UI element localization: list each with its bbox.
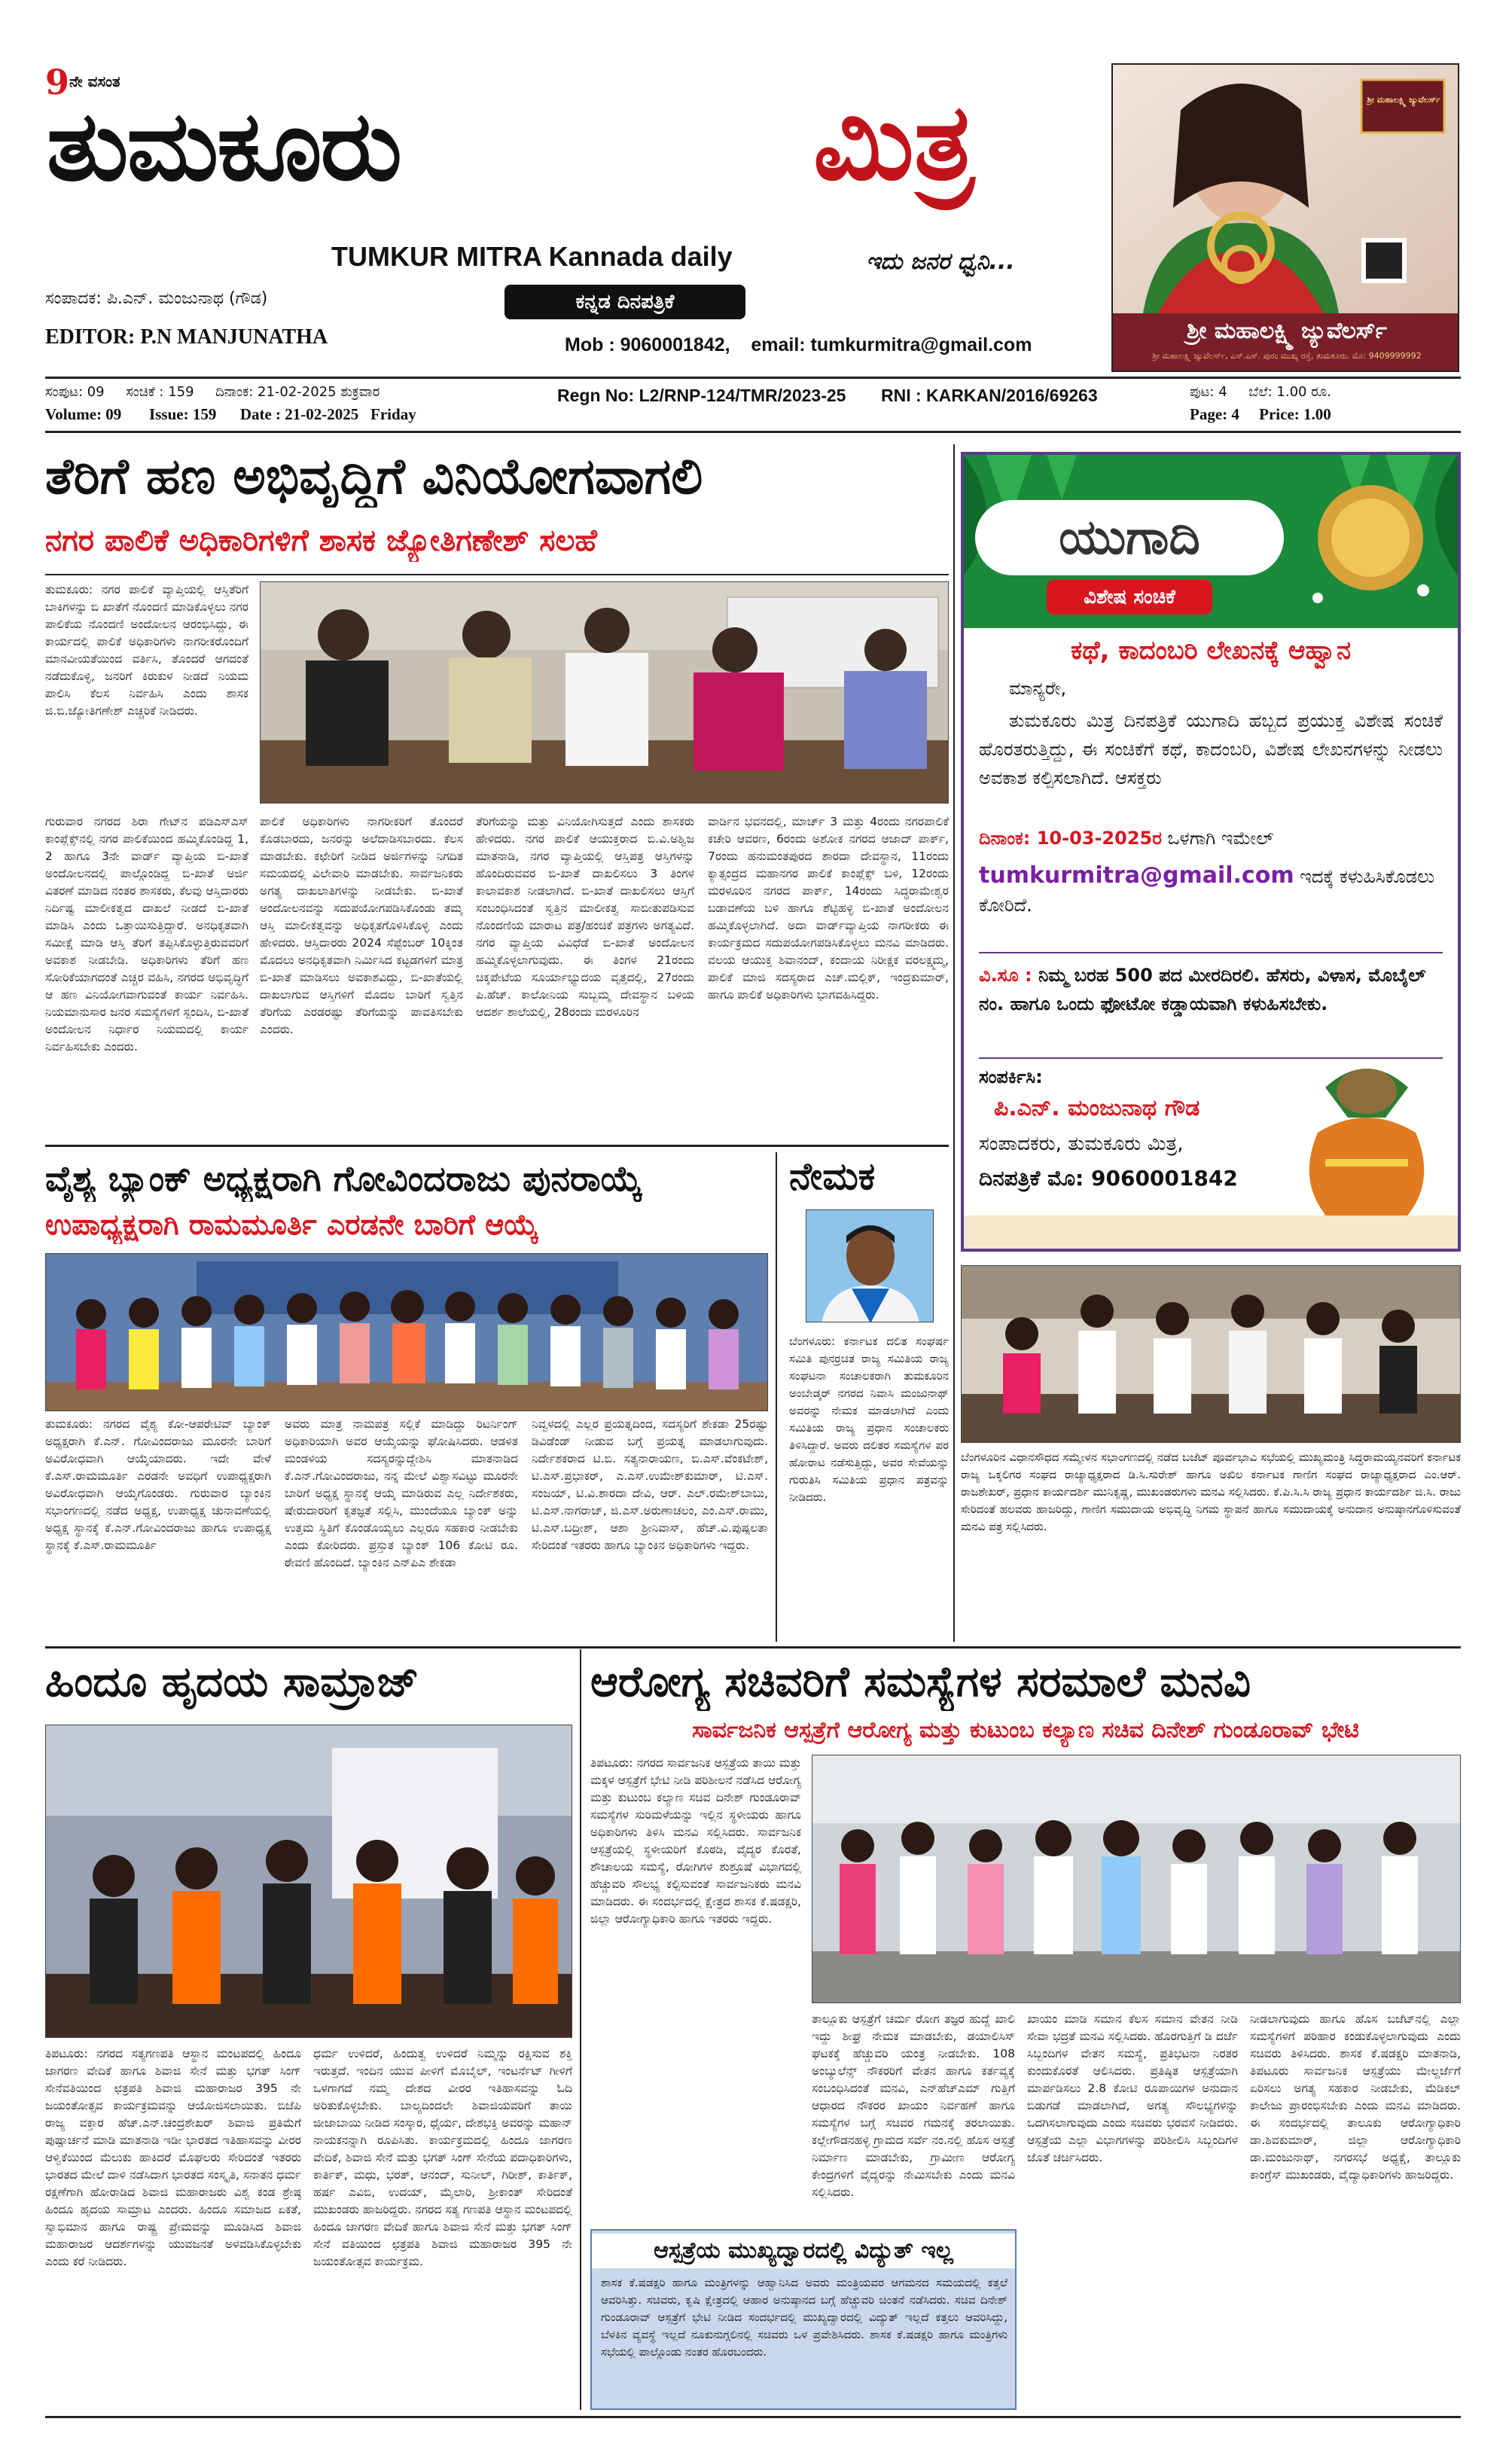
editor-kannada: ಸಂಪಾದಕ: ಪಿ.ಎನ್. ಮಂಜುನಾಥ (ಗೌಡ) <box>45 289 268 308</box>
story1-subhead: ನಗರ ಪಾಲಿಕೆ ಅಧಿಕಾರಿಗಳಿಗೆ ಶಾಸಕ ಜ್ಯೋತಿಗಣೇಶ್ ಸಲಹೆ <box>45 523 597 558</box>
ugadi-note-text: ನಿಮ್ಮ ಬರಹ 500 ಪದ ಮೀರದಿರಲಿ. ಹೆಸರು, ವಿಳಾಸ, ಮೊಬೈಲ್ ನಂ. ಹಾಗೂ ಒಂದು ಫೋಟೋ ಕಡ್ಡಾಯವಾಗಿ ಕಳುಹಿಸಬೇಕು. <box>979 965 1426 1014</box>
ugadi-deadline <box>979 824 1443 852</box>
editor-english: EDITOR: P.N MANJUNATHA <box>45 325 328 349</box>
info-bar-bottom-rule <box>45 431 1461 433</box>
story1-subhead-rule <box>45 574 949 575</box>
tagline: ಇದು ಜನರ ಧ್ವನಿ... <box>866 249 1015 275</box>
separator-nemaka-right <box>953 1258 955 1642</box>
nemaka-body: ಬೆಂಗಳೂರು: ಕರ್ನಾಟಕ ದಲಿತ ಸಂಘರ್ಷ ಸಮಿತಿ ಪುನರ್ರಚಿತ ರಾಜ್ಯ ಸಮಿತಿಯ ರಾಜ್ಯ ಸಂಘಟನಾ ಸಂಚಾಲಕರಾಗಿ ತುಮಕೂರಿನ ಅಂಬೇಡ್ಕರ್ ನಗರದ ನಿವಾಸಿ ಮಂಜುನಾಥ್ ಅವರನ್ನು ನೇಮಕ ಮಾಡಲಾಗಿದೆ ಎಂದು ಸಮಿತಿಯ ರಾಜ್ಯ ಪ್ರಧಾನ ಸಂಚಾಲಕರು ತಿಳಿಸಿದ್ದಾರೆ. ಅವರು ದಲಿತರ ಸಮಸ್ಯೆಗಳ ಪರ ಹೋರಾಟ ನಡೆಸುತ್ತಿದ್ದು, ಅವರ ಸೇವೆಯನ್ನು ಗುರುತಿಸಿ ಸಮಿತಿಯ ಪ್ರಧಾನ ಪತ್ರವನ್ನು ನೀಡಿದರು. <box>789 1334 949 1504</box>
story2-column-3: ನಿವ್ವಳದಲ್ಲಿ ಎಲ್ಲರ ಪ್ರಯತ್ನದಿಂದ, ಸದಸ್ಯರಿಗೆ ಶೇಕಡಾ 25ರಷ್ಟು ಡಿವಿಡೆಂಡ್ ನೀಡುವ ಬಗ್ಗೆ ಪ್ರಯತ್ನ ಮಾಡಲಾಗುವುದು. ನಿರ್ದೇಶಕರಾದ ಟಿ.ಬಿ. ಸತ್ಯನಾರಾಯಣ, ಬಿ.ಎಸ್.ವೆಂಕಟೇಶ್, ಟಿ.ಎಸ್.ಪ್ರಭಾಕರ್, ಎ.ಎಸ್.ಉಮೇಶ್‌ಕುಮಾರ್, ಟಿ.ಎಸ್. ಸಂಜಯ್, ಟಿ.ವಿ.ಶಾರದಾ ದೇವಿ, ಆರ್. ಎಲ್.ರಮೇಶ್‌ಬಾಬು, ಟಿ.ಎಸ್.ನಾಗರಾಜ್, ಜಿ.ಎಸ್.ಅರುಣಾಚಲಂ, ಎಂ.ಎಸ್.ರಾಮು, ಟಿ.ಎಸ್.ಬದ್ರೀಶ್, ಆಶಾ ಶ್ರೀನಿವಾಸ್, ಹೆಚ್.ವಿ.ಪುಷ್ಪಲತಾ ಸೇರಿದಂತೆ ಇತರರು ಹಾಗೂ ಬ್ಯಾಂಕಿನ ಅಧಿಕಾರಿಗಳು ಇದ್ದರು. <box>532 1417 768 1552</box>
story2-subhead: ಉಪಾಧ್ಯಕ್ಷರಾಗಿ ರಾಮಮೂರ್ತಿ ಎರಡನೇ ಬಾರಿಗೆ ಆಯ್ಕೆ <box>45 1208 539 1241</box>
middle-rule <box>45 1646 1461 1649</box>
rni-number: RNI : KARKAN/2016/69263 <box>881 386 1098 405</box>
subtitle-english: TUMKUR MITRA Kannada daily <box>331 241 733 272</box>
info-kannada-left: ಸಂಪುಟ: 09 ಸಂಚಿಕೆ : 159 ದಿನಾಂಕ: 21-02-2025 ಶುಕ್ರವಾರ <box>45 384 380 400</box>
story1-column-1: ಗುರುವಾರ ನಗರದ ಶಿರಾ ಗೇಟ್‌ನ ಪಡಿಎಸ್‌ಎಸ್ ಕಾಂಪ್ಲೆಕ್ಸ್‌ನಲ್ಲಿ ನಗರ ಪಾಲಿಕೆಯಿಂದ ಹಮ್ಮಿಕೊಂಡಿದ್ದ 1, 2 ಹಾಗೂ 3ನೇ ವಾರ್ಡ್ ವ್ಯಾಪ್ತಿಯ ಬಿ-ಖಾತೆ ಅಂದೋಲನದಲ್ಲಿ ಪಾಲ್ಗೊಂಡಿದ್ದ ಬಿ-ಖಾತೆ ಅರ್ಜಿ ವಿತರಣೆ ಮಾಡಿದ ನಂತರ ಶಾಸಕರು, ಕೆಲವು ಆಸ್ತಿದಾರರು ನಿರ್ದಿಷ್ಟ ಮಾಲೀಕತ್ವದ ದಾಖಲೆ ನೀಡದೆ ಬಿ-ಖಾತೆ ಮಾಡಿಸಿ ಎಂದು ಒತ್ತಾಯಿಸುತ್ತಿದ್ದಾರೆ. ಅನಧಿಕೃತವಾಗಿ ಸಮೀಕ್ಷೆ ಮಾಡಿ ಆಸ್ತಿ ತೆರಿಗೆ ತಪ್ಪಿಸಿಕೊಳ್ಳುತ್ತಿರುವವರಿಗೆ ಅವಕಾಶ ನೀಡಬೇಡಿ. ಅಧಿಕಾರಿಗಳು ತೆರಿಗೆ ಹಣ ಸೋರಿಕೆಯಾಗದಂತೆ ಎಚ್ಚರ ವಹಿಸಿ, ನಗರದ ಅಭಿವೃದ್ಧಿಗೆ ಆ ಹಣ ವಿನಿಯೋಗವಾಗುವಂತೆ ಕಾರ್ಯ ನಿರ್ವಹಿಸಿ. ನಿಯಮಾನುಸಾರ ಜನರ ಸಮಸ್ಯೆಗಳಿಗೆ ಸ್ಪಂದಿಸಿ, ಬಿ-ಖಾತೆ ಅಂದೋಲನ ನಿರ್ಧಾರ ನಿಯಮದಲ್ಲಿ ಕಾರ್ಯ ನಿರ್ವಹಿಸಬೇಕು ಎಂದರು. <box>45 815 248 1054</box>
ugadi-invite: ಕಥೆ, ಕಾದಂಬರಿ ಲೇಖನಕ್ಕೆ ಆಹ್ವಾನ <box>1070 636 1352 666</box>
story3-column-2: ಧರ್ಮ ಉಳಿದರೆ, ಹಿಂದುತ್ವ ಉಳಿದರೆ ನಿಮ್ಮನ್ನು ರಕ್ಷಿಸುವ ಶಕ್ತಿ ಇರುತ್ತದೆ. ಇಂದಿನ ಯುವ ಪೀಳಿಗೆ ಮೊಬೈಲ್, ಇಂಟರ್ನೆಟ್ ಗೀಳಿಗೆ ಒಳಗಾಗದೆ ನಮ್ಮ ದೇಶದ ವೀರರ ಇತಿಹಾಸವನ್ನು ಓದಿ ಅರಿತುಕೊಳ್ಳಬೇಕು. ಬಾಲ್ಯದಿಂದಲೇ ಶಿವಾಜಿಯವರಿಗೆ ತಾಯಿ ಜೀಜಾಬಾಯಿ ನೀಡಿದ ಸಂಸ್ಕಾರ, ಧೈರ್ಯ, ದೇಶಭಕ್ತಿ ಅವರನ್ನು ಮಹಾನ್ ನಾಯಕನನ್ನಾಗಿ ರೂಪಿಸಿತು. ಕಾರ್ಯಕ್ರಮದಲ್ಲಿ ಹಿಂದೂ ಜಾಗರಣ ವೇದಿಕೆ, ಶಿವಾಜಿ ಸೇನೆ ಮತ್ತು ಭಗತ್ ಸಿಂಗ್ ಸೇನೆಯ ಪದಾಧಿಕಾರಿಗಳು, ಕಾರ್ತಿಕ್, ಮಧು, ಭರತ್, ಆನಂದ್, ಸುನೀಲ್, ಗಿರೀಶ್, ಕಾರ್ತಿಕ್, ಹರ್ಷ ಎವಿಬಿ, ಉದಯ್, ಮೈಲಾರಿ, ಶ್ರೀಕಾಂತ್ ಸೇರಿದಂತೆ ಮುಖಂಡರು ಹಾಜರಿದ್ದರು. ನಗರದ ಸತ್ಯ ಗಣಪತಿ ಆಸ್ಥಾನ ಮಂಟಪದಲ್ಲಿ ಹಿಂದೂ ಜಾಗರಣ ವೇದಿಕೆ ಹಾಗೂ ಶಿವಾಜಿ ಸೇನೆ ಮತ್ತು ಭಗತ್ ಸಿಂಗ್ ಸೇನೆ ವತಿಯಿಂದ ಛತ್ರಪತಿ ಶಿವಾಜಿ ಮಹಾರಾಜರ 395 ನೇ ಜಯಂತೋತ್ಸವ ಕಾರ್ಯಕ್ರಮ. <box>313 2047 572 2268</box>
jewellery-address: ಶ್ರೀ ಮಹಾಲಕ್ಷ್ಮಿ ಜ್ಯುವೆಲರ್ಸ್, ಎಸ್.ಎಸ್. ಪುರಂ ಮುಖ್ಯ ರಸ್ತೆ, ತುಮಕೂರು. ಮೊ: 9409999992 <box>1152 351 1422 361</box>
story4-column-1: ತಿಪಟೂರು: ನಗರದ ಸಾರ್ವಜನಿಕ ಆಸ್ಪತ್ರೆಯ ತಾಯಿ ಮತ್ತು ಮಕ್ಕಳ ಆಸ್ಪತ್ರೆಗೆ ಭೇಟಿ ನೀಡಿ ಪರಿಶೀಲನೆ ನಡೆಸಿದ ಆರೋಗ್ಯ ಮತ್ತು ಕುಟುಂಬ ಕಲ್ಯಾಣ ಸಚಿವ ದಿನೇಶ್ ಗುಂಡೂರಾವ್ ಸಮಸ್ಯೆಗಳ ಸುರಿಮಳೆಯನ್ನು ಇಲ್ಲಿನ ಸ್ಥಳೀಯರು ಹಾಗೂ ಅಧಿಕಾರಿಗಳು ತಿಳಿಸಿ ಮನವಿ ಸಲ್ಲಿಸಿದರು. ಸಾರ್ವಜನಿಕ ಆಸ್ಪತ್ರೆಯಲ್ಲಿ ಸ್ಥಳೀಯರಿಗೆ ಕೊಠಡಿ, ವೈದ್ಯರ ಕೊರತೆ, ಶೌಚಾಲಯ ಸಮಸ್ಯೆ, ರೋಗಿಗಳ ಶುಶ್ರೂಷೆ ವಿಭಾಗದಲ್ಲಿ ಹೆಚ್ಚುವರಿ ಸೌಲಭ್ಯ ಕಲ್ಪಿಸುವಂತೆ ಸಾರ್ವಜನಿಕರು ಮನವಿ ಮಾಡಿದರು. ಈ ಸಂದರ್ಭದಲ್ಲಿ ಕ್ಷೇತ್ರದ ಶಾಸಕ ಕೆ.ಷಡಕ್ಷರಿ, ಜಿಲ್ಲಾ ಆರೋಗ್ಯಾಧಿಕಾರಿ ಹಾಗೂ ಇತರರು ಇದ್ದರು. <box>590 1756 801 1926</box>
ugadi-advertisement <box>961 452 1461 1252</box>
ugadi-contact-name: ಪಿ.ಎನ್. ಮಂಜುನಾಥ ಗೌಡ <box>994 1095 1200 1121</box>
ugadi-contact-label: ಸಂಪರ್ಕಿಸಿ: <box>979 1066 1043 1087</box>
story4-subhead: ಸಾರ್ವಜನಿಕ ಆಸ್ಪತ್ರೆಗೆ ಆರೋಗ್ಯ ಮತ್ತು ಕುಟುಂಬ ಕಲ್ಯಾಣ ಸಚಿವ ದಿನೇಶ್ ಗುಂಡೂರಾವ್ ಭೇಟಿ <box>692 1717 1359 1743</box>
jewellery-brand-small: ಶ್ರೀ ಮಹಾಲಕ್ಷ್ಮಿ ಜ್ಯುವೆಲರ್ಸ್ <box>1367 95 1440 105</box>
info-english-right: Page: 4 Price: 1.00 <box>1190 405 1331 423</box>
story2-headline: ವೈಶ್ಯ ಬ್ಯಾಂಕ್ ಅಧ್ಯಕ್ಷರಾಗಿ ಗೋವಿಂದರಾಜು ಪುನರಾಯ್ಕೆ <box>45 1158 643 1199</box>
ugadi-subtitle: ವಿಶೇಷ ಸಂಚಿಕೆ <box>1084 586 1175 608</box>
jewellery-advertisement <box>1111 63 1459 372</box>
ugadi-email-text: ಇದಕ್ಕೆ ಕಳುಹಿಸಿಕೊಡಲು ಕೋರಿದೆ. <box>979 866 1435 916</box>
cm-meeting-caption: ಬೆಂಗಳೂರಿನ ವಿಧಾನಸೌಧದ ಸಮ್ಮೇಳನ ಸಭಾಂಗಣದಲ್ಲಿ ನಡೆದ ಬಜೆಟ್ ಪೂರ್ವಭಾವಿ ಸಭೆಯಲ್ಲಿ ಮುಖ್ಯಮಂತ್ರಿ ಸಿದ್ಧರಾಮಯ್ಯನವರಿಗೆ ಕರ್ನಾಟಕ ರಾಜ್ಯ ಒಕ್ಕಲಿಗರ ಸಂಘದ ರಾಜ್ಯಾಧ್ಯಕ್ಷರಾದ ಡಿ.ಸಿ.ಸುರೇಶ್ ಹಾಗೂ ಅಖಿಲ ಕರ್ನಾಟಕ ಗಾಣಿಗ ಸಂಘದ ರಾಜ್ಯಾಧ್ಯಕ್ಷರಾದ ಎಂ.ಆರ್. ರಾಜಶೇಖರ್, ಪ್ರಧಾನ ಕಾರ್ಯದರ್ಶಿ ಮುನಿಕೃಷ್ಣ, ಮುಖಂಡರುಗಳು ಮನವಿ ಸಲ್ಲಿಸಿದರು. ಕೆ.ಪಿ.ಸಿ.ಸಿ ರಾಜ್ಯ ಪ್ರಧಾನ ಕಾರ್ಯದರ್ಶಿ ಜಿ.ಸಿ. ರಾಜು ಸೇರಿದಂತೆ ಹಲವರು ಹಾಜರಿದ್ದು, ಗಾಣಿಗ ಸಮುದಾಯ ಅಭಿವೃದ್ಧಿ ನಿಗಮ ಸ್ಥಾಪನೆ ಹಾಗೂ ಸಮುದಾಯಕ್ಕೆ ಅನುದಾನ ಅನುಷ್ಠಾನಗೊಳಿಸುವಂತೆ ಮನವಿ ಪತ್ರ ಸಲ್ಲಿಸಿದರು. <box>961 1450 1461 1533</box>
ugadi-deadline-text: ಒಳಗಾಗಿ ಇಮೇಲ್ <box>1161 828 1274 849</box>
power-outage-title: ಆಸ್ಪತ್ರೆಯ ಮುಖ್ಯದ್ವಾರದಲ್ಲಿ ವಿದ್ಯುತ್ ಇಲ್ಲ <box>592 2234 1015 2268</box>
ugadi-deadline-date: ದಿನಾಂಕ: 10-03-2025ರ <box>979 828 1162 849</box>
story2-photo <box>45 1253 768 1411</box>
power-outage-body: ಶಾಸಕ ಕೆ.ಷಡಕ್ಷರಿ ಹಾಗೂ ಮಂತ್ರಿಗಳನ್ನು ಆಹ್ವಾನಿಸಿದ ಅವರು ಮಂತ್ರಿಯವರ ಆಗಮನದ ಸಮಯದಲ್ಲಿ ಕತ್ತಲೆ ಆವರಿಸಿತ್ತು. ಸಚಿವರು, ಕೃಷಿ ಕ್ಷೇತ್ರದಲ್ಲಿ ಆಹಾರ ಅನುಷ್ಠಾನದ ಬಗ್ಗೆ ಹೆಚ್ಚುವರಿ ಚಿಂತನೆ ನಡೆಸಿದರು. ಸಚಿವ ದಿನೇಶ್ ಗುಂಡೂರಾವ್ ಆಸ್ಪತ್ರೆಗೆ ಭೇಟಿ ನೀಡಿದ ಸಂದರ್ಭದಲ್ಲಿ ಮುಖ್ಯದ್ವಾರದಲ್ಲಿ ವಿದ್ಯುತ್ ಇಲ್ಲದೆ ಕತ್ತಲು ಆವರಿಸಿದ್ದು, ಬೆಳಕಿನ ವ್ಯವಸ್ಥೆ ಇಲ್ಲದೆ ನೂಕುನುಗ್ಗಲಿನಲ್ಲಿ ಸಚಿವರು ಒಳ ಪ್ರವೇಶಿಸಿದರು. ಶಾಸಕ ಕೆ.ಷಡಕ್ಷರಿ ಹಾಗೂ ಮಂತ್ರಿಗಳು ಸಭೆಯಲ್ಲಿ ಪಾಲ್ಗೊಂಡು ನಂತರ ಹೊರಬಂದರು. <box>601 2276 1007 2359</box>
registration-number: Regn No: L2/RNP-124/TMR/2023-25 <box>557 386 846 405</box>
edition-number: 9 <box>45 62 70 102</box>
ugadi-contact-phone: ದಿನಪತ್ರಿಕೆ ಮೊ: 9060001842 <box>979 1166 1238 1191</box>
ugadi-email[interactable]: tumkurmitra@gmail.com <box>979 862 1294 889</box>
story2-column-1: ತುಮಕೂರು: ನಗರದ ವೈಶ್ಯ ಕೋ-ಆಪರೇಟಿವ್ ಬ್ಯಾಂಕ್ ಅಧ್ಯಕ್ಷರಾಗಿ ಕೆ.ಎನ್. ಗೋವಿಂದರಾಜು ಮೂರನೇ ಬಾರಿಗೆ ಅವಿರೋಧವಾಗಿ ಆಯ್ಕೆಯಾದರು. ಇದೇ ವೇಳೆ ಕೆ.ಎಸ್.ರಾಮಮೂರ್ತಿ ಎರಡನೇ ಅವಧಿಗೆ ಉಪಾಧ್ಯಕ್ಷರಾಗಿ ಅವಿರೋಧವಾಗಿ ಆಯ್ಕೆಗೊಂಡರು. ಗುರುವಾರ ಬ್ಯಾಂಕಿನ ಸಭಾಂಗಣದಲ್ಲಿ ನಡೆದ ಅಧ್ಯಕ್ಷ, ಉಪಾಧ್ಯಕ್ಷ ಚುನಾವಣೆಯಲ್ಲಿ ಅಧ್ಯಕ್ಷ ಸ್ಥಾನಕ್ಕೆ ಕೆ.ಎನ್.ಗೋವಿಂದರಾಜು ಹಾಗೂ ಉಪಾಧ್ಯಕ್ಷ ಸ್ಥಾನಕ್ಕೆ ಕೆ.ಎಸ್.ರಾಮಮೂರ್ತಿ <box>45 1417 271 1552</box>
power-outage-box <box>590 2229 1017 2410</box>
kannada-daily-badge: ಕನ್ನಡ ದಿನಪತ್ರಿಕೆ <box>505 285 745 319</box>
ugadi-email-line <box>979 862 1443 920</box>
separator-story1-ad <box>953 444 955 1258</box>
title-black: ತುಮಕೂರು <box>47 90 401 203</box>
story3-photo <box>45 1725 572 2038</box>
story4-headline: ಆರೋಗ್ಯ ಸಚಿವರಿಗೆ ಸಮಸ್ಯೆಗಳ ಸರಮಾಲೆ ಮನವಿ <box>590 1658 1251 1707</box>
edition-suffix: ನೇ ವಸಂತ <box>69 72 120 90</box>
nemaka-photo <box>806 1209 934 1322</box>
bottom-rule <box>45 2416 1461 2418</box>
story4-column-2: ತಾಲ್ಲೂಕು ಆಸ್ಪತ್ರೆಗೆ ಚರ್ಮ ರೋಗ ತಜ್ಞರ ಹುದ್ದೆ ಖಾಲಿ ಇದ್ದು ಶೀಘ್ರ ನೇಮಕ ಮಾಡಬೇಕು, ಡಯಾಲಿಸಿಸ್ ಘಟಕಕ್ಕೆ ಹೆಚ್ಚುವರಿ ಯಂತ್ರ ನೀಡಬೇಕು. 108 ಅಂಬ್ಯುಲೆನ್ಸ್ ನೌಕರರಿಗೆ ವೇತನ ಹಾಗೂ ಕರ್ತವ್ಯಕ್ಕೆ ಸಂಬಂಧಿಸಿದಂತೆ ಮನವಿ, ಎನ್‌ಹೆಚ್‌ಎಮ್ ಗುತ್ತಿಗೆ ಆಧಾರದ ನೌಕರರ ಖಾಯಂ ನಿರ್ವಹಣೆ ಹಾಗೂ ಸಮಸ್ಯೆಗಳ ಬಗ್ಗೆ ಸಚಿವರ ಗಮನಕ್ಕೆ ತರಲಾಯಿತು. ಕಲ್ಲೇಗೌಡನಹಳ್ಳಿ ಗ್ರಾಮದ ಸರ್ವೆ ನಂ.ನಲ್ಲಿ ಹೊಸ ಆಸ್ಪತ್ರೆ ನಿರ್ಮಾಣ ಮಾಡಬೇಕು, ಗ್ರಾಮೀಣ ಆರೋಗ್ಯ ಕೇಂದ್ರಗಳಿಗೆ ವೈದ್ಯರನ್ನು ನೇಮಿಸಬೇಕು ಎಂದು ಮನವಿ ಸಲ್ಲಿಸಿದರು. <box>812 2012 1015 2199</box>
ugadi-body: ತುಮಕೂರು ಮಿತ್ರ ದಿನಪತ್ರಿಕೆ ಯುಗಾದಿ ಹಬ್ಬದ ಪ್ರಯುಕ್ತ ವಿಶೇಷ ಸಂಚಿಕೆ ಹೊರತರುತ್ತಿದ್ದು, ಈ ಸಂಚಿಕೆಗೆ ಕಥೆ, ಕಾದಂಬರಿ, ವಿಶೇಷ ಲೇಖನಗಳನ್ನು ನೀಡಲು ಅವಕಾಶ ಕಲ್ಪಿಸಲಾಗಿದೆ. ಆಸಕ್ತರು <box>979 710 1443 788</box>
story4-column-4: ನೀಡಲಾಗುವುದು ಹಾಗೂ ಹೊಸ ಬಜೆಟ್‌ನಲ್ಲಿ ಎಲ್ಲಾ ಸಮಸ್ಯೆಗಳಿಗೆ ಪರಿಹಾರ ಕಂಡುಕೊಳ್ಳಲಾಗುವುದು ಎಂದು ಸಚಿವರು ತಿಳಿಸಿದರು. ಶಾಸಕ ಕೆ.ಷಡಕ್ಷರಿ ಮಾತನಾಡಿ, ತಿಪಟೂರು ಸಾರ್ವಜನಿಕ ಆಸ್ಪತ್ರೆಯು ಮೇಲ್ದರ್ಜೆಗೆ ಏರಿಸಲು ಅಗತ್ಯ ಸಹಕಾರ ನೀಡಬೇಕು, ಮೆಡಿಕಲ್ ಕಾಲೇಜು ಪ್ರಾರಂಭಿಸಬೇಕು ಎಂದು ಮನವಿ ಮಾಡಿದರು. ಈ ಸಂದರ್ಭದಲ್ಲಿ ತಾಲೂಕು ಆರೋಗ್ಯಾಧಿಕಾರಿ ಡಾ.ಶಿವಕುಮಾರ್, ಜಿಲ್ಲಾ ಆರೋಗ್ಯಾಧಿಕಾರಿ ಡಾ.ಮಂಜುನಾಥ್, ನಗರಸಭೆ ಅಧ್ಯಕ್ಷೆ, ತಾಲ್ಲೂಕು ಕಾಂಗ್ರೆಸ್ ಮುಖಂಡರು, ವೈದ್ಯಾಧಿಕಾರಿಗಳು ಹಾಜರಿದ್ದರು. <box>1250 2012 1461 2182</box>
story1-bottom-rule <box>45 1145 949 1147</box>
ugadi-rule-1 <box>979 952 1443 953</box>
ugadi-note-label: ವಿ.ಸೂ : <box>979 965 1032 986</box>
ugadi-footer-band <box>964 1215 1458 1249</box>
ugadi-note <box>979 961 1443 1018</box>
story1-column-4: ವಾರ್ಡಿನ ಭವನದಲ್ಲಿ, ಮಾರ್ಚ್ 3 ಮತ್ತು 4ರಂದು ನಗರಪಾಲಿಕೆ ಕಚೇರಿ ಆವರಣ, 6ರಂದು ಅಶೋಕ ನಗರದ ಆಜಾದ್ ಪಾರ್ಕ್, 7ರಂದು ಹನುಮಂತಪುರದ ಶಾರದಾ ದೇವಸ್ಥಾನ, 11ರಂದು ಕ್ಯಾತ್ಸಂದ್ರದ ಮಹಾನಗರ ಪಾಲಿಕೆ ಕಾಂಪ್ಲೆಕ್ಸ್ ಬಳಿ, 12ರಂದು ಮರಳೂರಿನ ನಗರದ ಪಾರ್ಕ್, 14ರಂದು ಸಿದ್ಧರಾಮೇಶ್ವರ ಬಡಾವಣೆಯ ಬಳಿ ಹಾಗೂ ಶೆಟ್ಟಿಹಳ್ಳಿ ಬಿ-ಖಾತೆ ಅಂದೋಲನ ಹಮ್ಮಿಕೊಳ್ಳಲಾಗಿದೆ. ಅದಾ ವಾರ್ಡ್‌ವ್ಯಾಪ್ತಿಯ ನಾಗರೀಕರು ಈ ಕಾರ್ಯಕ್ರಮದ ಸದುಪಯೋಗಪಡಿಸಿಕೊಳ್ಳಲು ಮನವಿ ಮಾಡಿದರು. ವಲಯ ಆಯುಕ್ತ ಶಿವಾನಂದ್, ಕಂದಾಯ ನಿರೀಕ್ಷಕ ವರಲಕ್ಷ್ಮಮ್ಮ, ಪಾಲಿಕೆ ಮಾಜಿ ಸದಸ್ಯರಾದ ಎಚ್.ಮಲ್ಲಿಕ್, ಇಂದ್ರಕುಮಾರ್, ಹಾಗೂ ಪಾಲಿಕೆ ಅಧಿಕಾರಿಗಳು ಭಾಗವಹಿಸಿದ್ದರು. <box>708 815 949 1002</box>
info-english-left: Volume: 09 Issue: 159 Date : 21-02-2025 Friday <box>45 405 416 423</box>
story1-lead: ತುಮಕೂರು: ನಗರ ಪಾಲಿಕೆ ವ್ಯಾಪ್ತಿಯಲ್ಲಿ ಆಸ್ತಿತೆರಿಗೆ ಬಾಕಿಗಳನ್ನು ಬಿ ಖಾತೆಗೆ ನೊಂದಣಿ ಮಾಡಿಕೊಳ್ಳಲು ನಗರ ಪಾಲಿಕೆಯ ನೊಂದಣಿ ಅಂದೋಲನ ಆರಂಭಿಸಿದ್ದು, ಈ ಕಾರ್ಯದಲ್ಲಿ ಪಾಲಿಕೆ ಅಧಿಕಾರಿಗಳು ನಾಗರೀಕರೊಂದಿಗೆ ಮಾನವೀಯತೆಯಿಂದ ವರ್ತಿಸಿ, ತೊಂದರೆ ಆಗದಂತೆ ನಡೆದುಕೊಳ್ಳಿ, ಜನರಿಗೆ ಕಿರುಕುಳ ನೀಡದೆ ನಿಯಮ ಪಾಲಿಸಿ ಕೆಲಸ ನಿರ್ವಹಿಸಿ ಎಂದು ಶಾಸಕ ಜಿ.ಬಿ.ಜ್ಯೋತಿಗಣೇಶ್ ಎಚ್ಚರಿಕೆ ನೀಡಿದರು. <box>45 583 248 718</box>
ugadi-salutation: ಮಾನ್ಯರೇ, <box>1009 678 1067 699</box>
cm-meeting-photo <box>961 1265 1461 1443</box>
separator-story3-story4 <box>580 1649 581 2410</box>
title-red: ಮಿತ್ರ <box>813 81 974 204</box>
story2-column-2: ಅವರು ಮಾತ್ರ ನಾಮಪತ್ರ ಸಲ್ಲಿಕೆ ಮಾಡಿದ್ದು ರಿಟರ್ನಿಂಗ್ ಅಧಿಕಾರಿಯಾಗಿ ಅವರ ಆಯ್ಕೆಯನ್ನು ಘೋಷಿಸಿದರು. ಆಡಳಿತ ಮಂಡಳಿಯ ಸದಸ್ಯರನ್ನುದ್ದೇಶಿಸಿ ಮಾತನಾಡಿದ ಕೆ.ಎನ್.ಗೋವಿಂದರಾಜು, ನನ್ನ ಮೇಲೆ ವಿಶ್ವಾಸವಿಟ್ಟು ಮೂರನೇ ಬಾರಿಗೆ ಅಧ್ಯಕ್ಷ ಸ್ಥಾನಕ್ಕೆ ಆಯ್ಕೆ ಮಾಡಿರುವ ಎಲ್ಲ ನಿರ್ದೇಶಕರು, ಷೇರುದಾರರಿಗೆ ಕೃತಜ್ಞತೆ ಸಲ್ಲಿಸಿ, ಮುಂದೆಯೂ ಬ್ಯಾಂಕ್ ಅನ್ನು ಉತ್ತಮ ಸ್ಥಿತಿಗೆ ಕೊಂಡೊಯ್ಯಲು ಎಲ್ಲರೂ ಸಹಕಾರ ನೀಡಬೇಕು ಎಂದು ಕೋರಿದರು. ಪ್ರಸ್ತುತ ಬ್ಯಾಂಕ್ 106 ಕೋಟಿ ರೂ. ಠೇವಣಿ ಹೊಂದಿದೆ. ಬ್ಯಾಂಕಿನ ಎನ್‌ಪಿಎ ಶೇಕಡಾ <box>285 1417 518 1569</box>
info-kannada-right: ಪುಟ: 4 ಬೆಲೆ: 1.00 ರೂ. <box>1190 384 1331 400</box>
info-bar <box>45 383 1461 428</box>
ugadi-title: ಯುಗಾದಿ <box>1059 510 1200 566</box>
story1-headline: ತೆರಿಗೆ ಹಣ ಅಭಿವೃದ್ಧಿಗೆ ವಿನಿಯೋಗವಾಗಲಿ <box>45 447 703 505</box>
nemaka-title: ನೇಮಕ <box>789 1154 876 1198</box>
story3-headline: ಹಿಂದೂ ಹೃದಯ ಸಾಮ್ರಾಜ್ <box>45 1658 419 1707</box>
story4-photo <box>812 1755 1461 2003</box>
story1-photo <box>260 581 949 804</box>
story1-column-3: ತೆರಿಗೆಯನ್ನು ಮತ್ತು ವಿನಿಯೋಗಿಸುತ್ತದೆ ಎಂದು ಶಾಸಕರು ಹೇಳಿದರು. ನಗರ ಪಾಲಿಕೆ ಆಯುಕ್ತರಾದ ಬಿ.ವಿ.ಅಶ್ವಿಜ ಮಾತನಾಡಿ, ನಗರ ವ್ಯಾಪ್ತಿಯಲ್ಲಿ ಆಸ್ತಿಪತ್ರ ಆಸ್ತಿಗಳನ್ನು ಹೊಂದಿರುವವರ ಬಿ-ಖಾತೆ ದಾಖಲಿಸಲು 3 ತಿಂಗಳ ಕಾಲಾವಕಾಶ ನೀಡಲಾಗಿದೆ. ಬಿ-ಖಾತೆ ದಾಖಲಿಸಲು ಆಸ್ತಿಗೆ ಸಂಬಂಧಿಸಿದಂತೆ ಸ್ವತ್ತಿನ ಮಾಲೀಕತ್ವ ಸಾಬೀತುಪಡಿಸುವ ನೊಂದಣಿಯ ಮಾರಾಟ ಪತ್ರ/ಹಂಚಿಕೆ ಪತ್ರಗಳು ಅಗತ್ಯವಿದೆ. ನಗರ ವ್ಯಾಪ್ತಿಯ ವಿವಿಧೆಡೆ ಬಿ-ಖಾತೆ ಅಂದೋಲನ ಹಮ್ಮಿಕೊಳ್ಳಲಾಗುವುದು. ಈ ತಿಂಗಳ 21ರಂದು ಚಿಕ್ಕಪೇಟೆಯ ಸೂರ್ಯಾಭ್ಯುದಯ ವೃತ್ತದಲ್ಲಿ, 27ರಂದು ಪಿ.ಹೆಚ್. ಕಾಲೋನಿಯ ಸುಬ್ಬಮ್ಮ ದೇವಸ್ಥಾನ ಬಳಿಯ ಆದರ್ಶ ಶಾಲೆಯಲ್ಲಿ, 28ರಂದು ಮರಳೂರಿನ <box>476 815 694 1019</box>
contact-line: Mob : 9060001842, email: tumkurmitra@gmail.com <box>565 334 1032 355</box>
ugadi-contact-role: ಸಂಪಾದಕರು, ತುಮಕೂರು ಮಿತ್ರ, <box>979 1133 1184 1155</box>
story4-column-3: ಖಾಯಂ ಮಾಡಿ ಸಮಾನ ಕೆಲಸ ಸಮಾನ ವೇತನ ನೀಡಿ ಸೇವಾ ಭದ್ರತೆ ಮನವಿ ಸಲ್ಲಿಸಿದರು. ಹೊರಗುತ್ತಿಗೆ ಡಿ ದರ್ಜೆ ಸಿಬ್ಬಂದಿಗಳ ವೇತನ ಸಮಸ್ಯೆ, ಪ್ರತಿಭಟನಾ ನಿರತರ ಕುಂದುಕೊರತೆ ಆಲಿಸಿದರು. ಪ್ರತಿಷ್ಠಿತ ಆಸ್ಪತ್ರೆಯಾಗಿ ಮಾರ್ಪಡಿಸಲು 2.8 ಕೋಟಿ ರೂಪಾಯಿಗಳ ಅನುದಾನ ಬಿಡುಗಡೆ ಮಾಡಲಾಗಿದೆ, ಅಗತ್ಯ ಸೌಲಭ್ಯಗಳನ್ನು ಒದಗಿಸಲಾಗುವುದು ಎಂದು ಸಚಿವರು ಭರವಸೆ ನೀಡಿದರು. ಆಸ್ಪತ್ರೆಯ ಎಲ್ಲಾ ವಿಭಾಗಗಳನ್ನು ಪರಿಶೀಲಿಸಿ ಸಿಬ್ಬಂದಿಗಳ ಜೊತೆ ಚರ್ಚಿಸಿದರು. <box>1027 2012 1238 2164</box>
story3-column-1: ತಿಪಟೂರು: ನಗರದ ಸತ್ಯಗಣಪತಿ ಆಸ್ಥಾನ ಮಂಟಪದಲ್ಲಿ ಹಿಂದೂ ಜಾಗರಣ ವೇದಿಕೆ ಹಾಗೂ ಶಿವಾಜಿ ಸೇನೆ ಮತ್ತು ಭಗತ್ ಸಿಂಗ್ ಸೇನೆವತಿಯಿಂದ ಛತ್ರಪತಿ ಶಿವಾಜಿ ಮಹಾರಾಜರ 395 ನೇ ಜಯಂತೋತ್ಸವ ಕಾರ್ಯಕ್ರಮವನ್ನು ಆಯೋಜಿಸಲಾಯಿತು. ಬಿಜೆಪಿ ರಾಜ್ಯ ವಕ್ತಾರ ಹೆಚ್.ಎನ್.ಚಂದ್ರಶೇಖರ್ ಶಿವಾಜಿ ಪ್ರತಿಮೆಗೆ ಪುಷ್ಪಾರ್ಚನೆ ಮಾಡಿ ಮಾತನಾಡಿ ಇಡೀ ಭಾರತದ ಇತಿಹಾಸವನ್ನು ವೀರರ ಆಳ್ವಿಕೆಯಿಂದ ಮೆಲುಕು ಹಾಕಿದರೆ ಮೊಘಲರು ಸೇರಿದಂತೆ ಇತರರು ಭಾರತದ ಮೇಲೆ ದಾಳಿ ನಡೆಸಿದಾಗ ಭಾರತದ ಸಂಸ್ಕೃತಿ, ಸನಾತನ ಧರ್ಮ ರಕ್ಷಣೆಗಾಗಿ ಹೋರಾಡಿದ ಶಿವಾಜಿ ಮಹಾರಾಜರು ವಿಶ್ವ ಕಂಡ ಶ್ರೇಷ್ಠ ಹಿಂದೂ ಹೃದಯ ಸಾಮ್ರಾಟ ಎಂದರು. ಹಿಂದೂ ಸಮಾಜದ ಏಕತೆ, ಸ್ವಾಭಿಮಾನ ಹಾಗೂ ರಾಷ್ಟ್ರ ಪ್ರೇಮವನ್ನು ಮೂಡಿಸಿದ ಶಿವಾಜಿ ಮಹಾರಾಜರ ಆದರ್ಶಗಳನ್ನು ಯುವಜನತೆ ಅಳವಡಿಸಿಕೊಳ್ಳಬೇಕು ಎಂದು ಕರೆ ನೀಡಿದರು. <box>45 2047 301 2268</box>
jewellery-brand: ಶ್ರೀ ಮಹಾಲಕ್ಷ್ಮಿ ಜ್ಯುವೆಲರ್ಸ್ <box>1186 318 1388 344</box>
info-bar-top-rule <box>45 377 1461 379</box>
separator-story2-nemaka <box>776 1152 777 1642</box>
story1-column-2: ಪಾಲಿಕೆ ಅಧಿಕಾರಿಗಳು ನಾಗರೀಕರಿಗೆ ತೊಂದರೆ ಕೊಡಬಾರದು, ಜನರನ್ನು ಅಲೆದಾಡಿಸಬಾರದು. ಕೆಲಸ ಮಾಡಬೇಕು. ಕಛೇರಿಗೆ ನೀಡಿದ ಅರ್ಜಿಗಳನ್ನು ನಿಗದಿತ ಸಮಯದಲ್ಲಿ ವಿಲೇವಾರಿ ಮಾಡಬೇಕು. ಸಾರ್ವಜನಿಕರು ಅಗತ್ಯ ದಾಖಲಾತಿಗಳನ್ನು ನೀಡಬೇಕು. ಬಿ-ಖಾತೆ ಅಂದೋಲನವನ್ನು ಸದುಪಯೋಗಪಡಿಸಿಕೊಂಡು ತಮ್ಮ ಆಸ್ತಿ ಮಾಲೀಕತ್ವವನ್ನು ಅಧಿಕೃತಗೊಳಿಸಿಕೊಳ್ಳಿ ಎಂದು ಹೇಳಿದರು. ಆಸ್ತಿದಾರರು 2024 ಸೆಪ್ಟೆಂಬರ್ 10ಕ್ಕಿಂತ ಮೊದಲು ಅನಧಿಕೃತವಾಗಿ ನಿರ್ಮಿಸಿದ ಕಟ್ಟಡಗಳಿಗೆ ಮಾತ್ರ ಬಿ-ಖಾತೆ ಮಾಡಿಸಲು ಅವಕಾಶವಿದ್ದು, ಬಿ-ಖಾತೆಯಲ್ಲಿ ದಾಖಲಾಗುವ ಆಸ್ತಿಗಳಿಗೆ ಮೊದಲ ಬಾರಿಗೆ ಸ್ವತ್ತಿನ ತೆರಿಗೆಯ ಎರಡರಷ್ಟು ತೆರಿಗೆಯನ್ನು ಪಾವತಿಸಬೇಕು ಎಂದರು. <box>260 815 463 1036</box>
